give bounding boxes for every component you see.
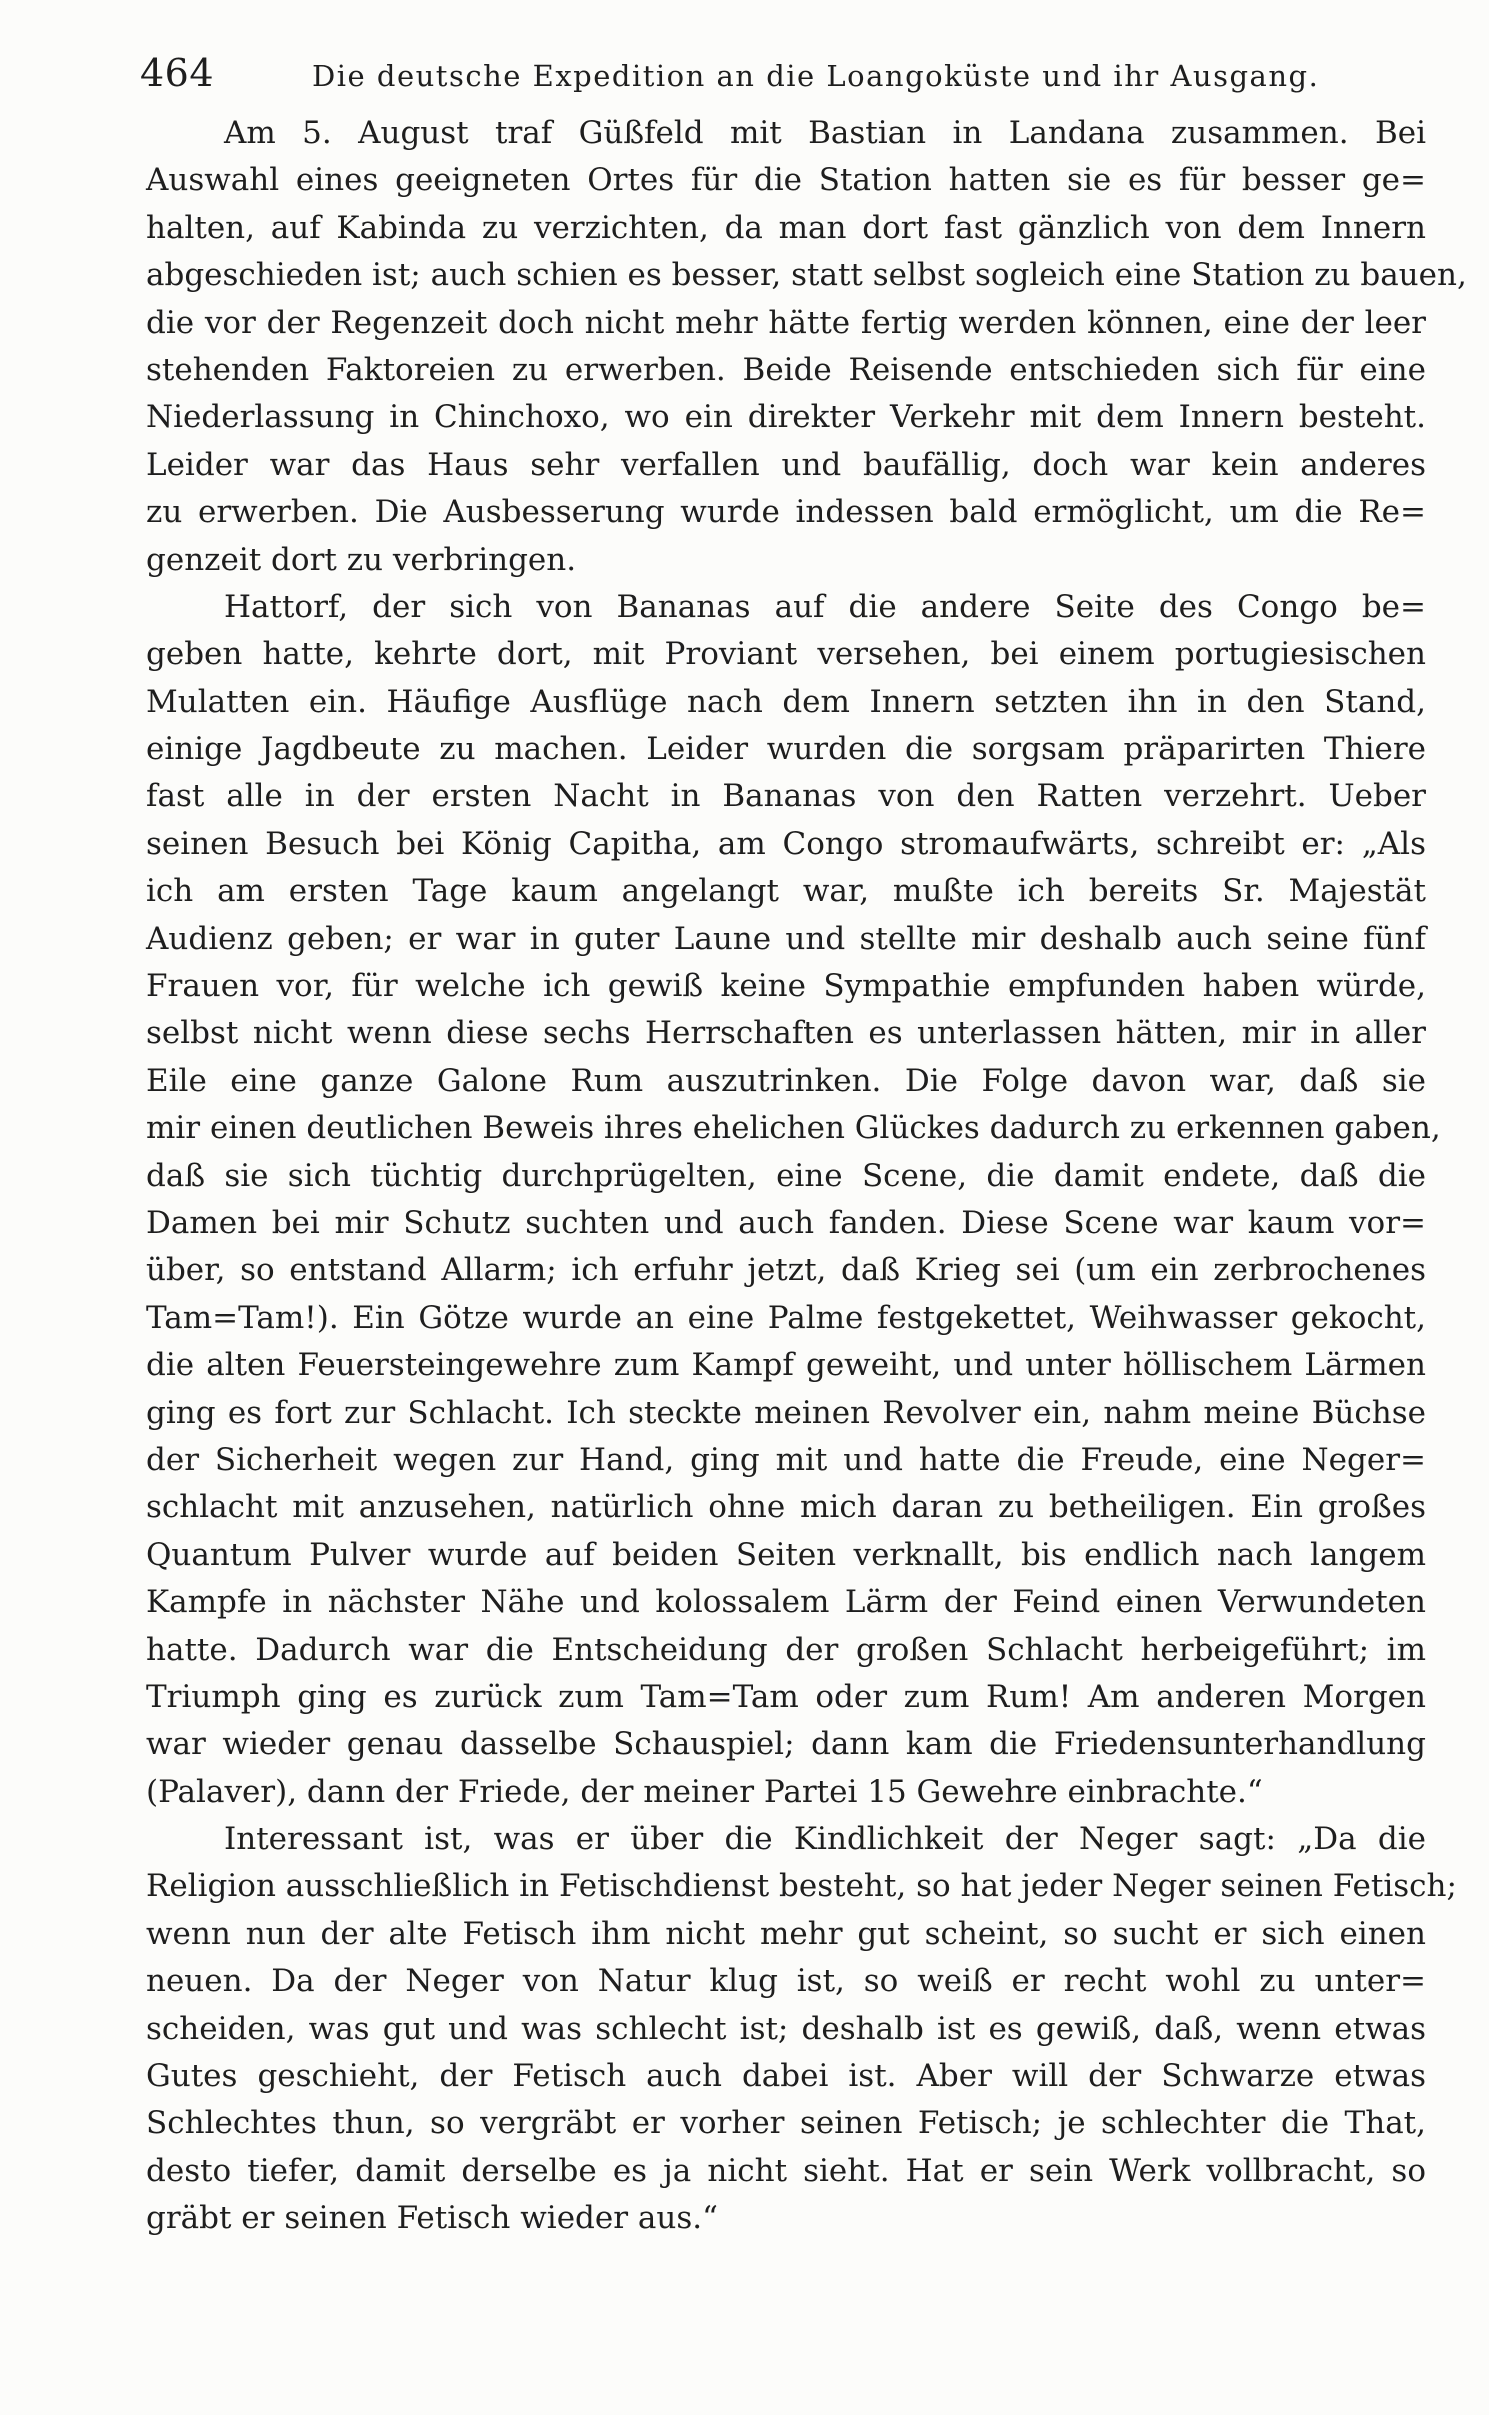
- text-line: selbst nicht wenn diese sechs Herrschaften es unterlassen hätten, mir in aller: [146, 1015, 1426, 1052]
- text-line: die alten Feuersteingewehre zum Kampf geweiht, und unter höllischem Lärmen: [146, 1347, 1426, 1384]
- text-line: Tam=Tam!). Ein Götze wurde an eine Palme festgekettet, Weihwasser gekocht,: [146, 1299, 1426, 1336]
- text-line: fast alle in der ersten Nacht in Bananas von den Ratten verzehrt. Ueber: [146, 778, 1426, 815]
- text-line: Mulatten ein. Häufige Ausflüge nach dem Innern setzten ihn in den Stand,: [146, 683, 1426, 720]
- paragraph: [146, 584, 1441, 1816]
- text-line: Auswahl eines geeigneten Ortes für die Station hatten sie es für besser ge=: [146, 162, 1426, 199]
- text-line: Eile eine ganze Galone Rum auszutrinken. Die Folge davon war, daß sie: [146, 1062, 1426, 1099]
- text-line: die vor der Regenzeit doch nicht mehr hätte fertig werden können, eine der leer: [146, 304, 1426, 341]
- paragraph: [146, 110, 1467, 584]
- text-line: hatte. Dadurch war die Entscheidung der großen Schlacht herbeigeführt; im: [146, 1631, 1426, 1668]
- text-line: war wieder genau dasselbe Schauspiel; dann kam die Friedensunterhandlung: [146, 1726, 1426, 1763]
- text-line: der Sicherheit wegen zur Hand, ging mit und hatte die Freude, eine Neger=: [146, 1441, 1426, 1478]
- text-line: geben hatte, kehrte dort, mit Proviant versehen, bei einem portugiesischen: [146, 636, 1426, 673]
- text-line: Am 5. August traf Güßfeld mit Bastian in Landana zusammen. Bei: [224, 115, 1426, 151]
- text-line: Audienz geben; er war in guter Laune und stellte mir deshalb auch seine fünf: [146, 920, 1426, 957]
- text-line: seinen Besuch bei König Capitha, am Congo stromaufwärts, schreibt er: „Als: [146, 825, 1426, 862]
- text-line: wenn nun der alte Fetisch ihm nicht mehr gut scheint, so sucht er sich einen: [146, 1915, 1426, 1952]
- text-line: Religion ausschließlich in Fetischdienst besteht, so hat jeder Neger seinen Fetisch;: [146, 1868, 1457, 1905]
- text-line: neuen. Da der Neger von Natur klug ist, so weiß er recht wohl zu unter=: [146, 1963, 1426, 2000]
- text-line: schlacht mit anzusehen, natürlich ohne mich daran zu betheiligen. Ein großes: [146, 1489, 1426, 1526]
- text-line: Triumph ging es zurück zum Tam=Tam oder zum Rum! Am anderen Morgen: [146, 1678, 1426, 1715]
- text-line: daß sie sich tüchtig durchprügelten, eine Scene, die damit endete, daß die: [146, 1157, 1426, 1194]
- text-body: [146, 110, 1467, 2243]
- text-line: genzeit dort zu verbringen.: [146, 541, 577, 578]
- text-line: Interessant ist, was er über die Kindlichkeit der Neger sagt: „Da die: [224, 1821, 1426, 1858]
- text-line: Schlechtes thun, so vergräbt er vorher seinen Fetisch; je schlechter die That,: [146, 2105, 1426, 2142]
- text-line: scheiden, was gut und was schlecht ist; deshalb ist es gewiß, daß, wenn etwas: [146, 2010, 1426, 2047]
- text-line: einige Jagdbeute zu machen. Leider wurden die sorgsam präparirten Thiere: [146, 731, 1426, 768]
- text-line: Hattorf, der sich von Bananas auf die andere Seite des Congo be=: [224, 588, 1426, 625]
- text-line: über, so entstand Allarm; ich erfuhr jetzt, daß Krieg sei (um ein zerbrochenes: [146, 1252, 1426, 1289]
- text-line: ich am ersten Tage kaum angelangt war, mußte ich bereits Sr. Majestät: [146, 873, 1426, 910]
- text-line: ging es fort zur Schlacht. Ich steckte meinen Revolver ein, nahm meine Büchse: [146, 1394, 1426, 1431]
- page-number: 464: [140, 51, 215, 95]
- running-head: [140, 48, 1410, 104]
- text-line: (Palaver), dann der Friede, der meiner Partei 15 Gewehre einbrachte.“: [146, 1773, 1263, 1810]
- text-line: desto tiefer, damit derselbe es ja nicht sieht. Hat er sein Werk vollbracht, so: [146, 2152, 1426, 2189]
- text-line: mir einen deutlichen Beweis ihres ehelichen Glückes dadurch zu erkennen gaben,: [146, 1110, 1441, 1147]
- text-line: Frauen vor, für welche ich gewiß keine Sympathie empfunden haben würde,: [146, 968, 1426, 1005]
- running-title: Die deutsche Expedition an die Loangoküste und ihr Ausgang.: [312, 59, 1320, 93]
- text-line: zu erwerben. Die Ausbesserung wurde indessen bald ermöglicht, um die Re=: [146, 494, 1426, 531]
- text-line: Niederlassung in Chinchoxo, wo ein direkter Verkehr mit dem Innern besteht.: [146, 399, 1426, 436]
- text-line: Quantum Pulver wurde auf beiden Seiten verknallt, bis endlich nach langem: [146, 1536, 1426, 1573]
- text-line: halten, auf Kabinda zu verzichten, da man dort fast gänzlich von dem Innern: [146, 209, 1426, 246]
- text-line: Gutes geschieht, der Fetisch auch dabei ist. Aber will der Schwarze etwas: [146, 2058, 1426, 2095]
- text-line: Leider war das Haus sehr verfallen und baufällig, doch war kein anderes: [146, 446, 1426, 483]
- paragraph: [146, 1816, 1457, 2243]
- text-line: abgeschieden ist; auch schien es besser, statt selbst sogleich eine Station zu bauen,: [146, 257, 1467, 294]
- text-line: gräbt er seinen Fetisch wieder aus.“: [146, 2200, 718, 2237]
- text-line: Damen bei mir Schutz suchten und auch fanden. Diese Scene war kaum vor=: [146, 1204, 1426, 1241]
- text-line: Kampfe in nächster Nähe und kolossalem Lärm der Feind einen Verwundeten: [146, 1584, 1426, 1621]
- text-line: stehenden Faktoreien zu erwerben. Beide Reisende entschieden sich für eine: [146, 351, 1426, 388]
